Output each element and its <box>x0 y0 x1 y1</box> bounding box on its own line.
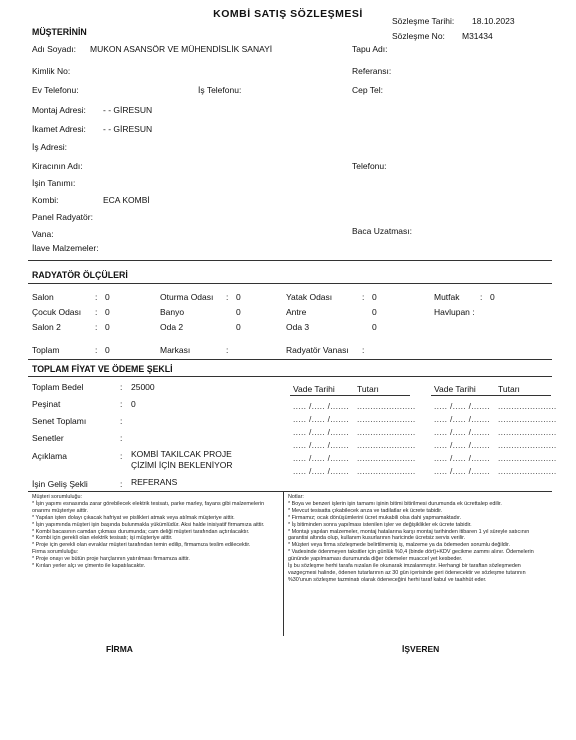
bonds-label: Senetler <box>32 433 64 443</box>
note-item: * Vadesinde ödenmeyen taksitler için günlük %0,4 (binde dört)+KDV gecikme zammı alınır. Ödemelerin gününde yapılmaması durumunda diğer ödemeler muaccel yet kesbeder. <box>288 549 534 563</box>
radiator-label: Banyo <box>160 307 185 317</box>
installment-amount-placeholder: ...................... <box>498 440 557 450</box>
installment-header-rule <box>431 395 551 396</box>
radiator-label: Oturma Odası <box>160 292 214 302</box>
installment-date-placeholder: ..... /..... /....... <box>293 414 349 424</box>
installment-date-placeholder: ..... /..... /....... <box>293 401 349 411</box>
company-signature-label: FİRMA <box>106 644 133 654</box>
work-address-label: İş Adresi: <box>32 142 67 152</box>
due-date-header: Vade Tarihi <box>293 384 335 394</box>
amount-header: Tutarı <box>498 384 520 394</box>
radiator-total-value: 0 <box>105 345 110 355</box>
note-item: * Müşteri veya firma sözleşmede belirtilmemiş iş, malzeme ya da ödemeden sorumlu değildir. <box>288 542 511 549</box>
panel-radiator-label: Panel Radyatör: <box>32 212 93 222</box>
installment-header-rule <box>290 395 410 396</box>
note-item: * Proje için gerekli olan evraklar müşteri tarafından temin edilip, firmamıza teslim edilecektir. <box>32 542 251 549</box>
installment-amount-placeholder: ...................... <box>498 401 557 411</box>
radiator-value: 0 <box>236 307 241 317</box>
radiator-value: 0 <box>490 292 495 302</box>
installment-date-placeholder: ..... /..... /....... <box>434 453 490 463</box>
residence-address-value: - - GİRESUN <box>103 124 153 134</box>
down-payment-label: Peşinat <box>32 399 61 409</box>
installment-date-placeholder: ..... /..... /....... <box>434 427 490 437</box>
extra-materials-label: İlave Malzemeler: <box>32 243 99 253</box>
note-item: * İş bitiminden sonra yapılması istenilen işler ve değişiklikler ek ücrete tabidir. <box>288 521 472 528</box>
radiator-value: 0 <box>105 307 110 317</box>
installment-amount-placeholder: ...................... <box>498 453 557 463</box>
radiator-value: 0 <box>372 322 377 332</box>
note-item: * İşin yapımında müşteri işin başında bulunmakla yükümlüdür. Aksi halde inisiyatif firmamıza aittir. <box>32 521 265 528</box>
radiator-label: Oda 3 <box>286 322 310 332</box>
tenant-name-label: Kiracının Adı: <box>32 161 83 171</box>
kimlik-label: Kimlik No: <box>32 66 71 76</box>
installment-amount-placeholder: ...................... <box>357 401 416 411</box>
radiator-valve-label: Radyatör Vanası <box>286 345 349 355</box>
note-item: * Boya ve benzeri işlerin işin tamamı işinin bitimi bitirilmesi durumunda ek ücrettalep edilir. <box>288 500 502 507</box>
job-origin-value: REFERANS <box>131 477 178 487</box>
divider <box>28 260 552 261</box>
radiator-total-label: Toplam <box>32 345 60 355</box>
customer-responsibility-notes <box>32 494 277 570</box>
radiator-heading: RADYATÖR ÖLÇÜLERİ <box>32 270 128 280</box>
installment-date-placeholder: ..... /..... /....... <box>293 466 349 476</box>
note-item: * Montajı yapılan malzemeler, montaj hatalarına karşı montaj tarihinden itibaren 1 yıl süreyle satıcının garantisi altında olup, kullanım kusurlarının haricinde ücretsiz servis verilir. <box>288 528 530 542</box>
installment-date-placeholder: ..... /..... /....... <box>434 440 490 450</box>
customer-heading: MÜŞTERİNİN <box>32 27 87 37</box>
tenant-phone-label: Telefonu: <box>352 161 387 171</box>
chimney-label: Baca Uzatması: <box>352 226 412 236</box>
installment-amount-placeholder: ...................... <box>357 466 416 476</box>
job-definition-label: İşin Tanımı: <box>32 178 76 188</box>
radiator-value: 0 <box>236 292 241 302</box>
radiator-brand-label: Markası <box>160 345 191 355</box>
home-phone-label: Ev Telefonu: <box>32 85 79 95</box>
install-address-label: Montaj Adresi: <box>32 105 86 115</box>
note-item: Firma sorumluluğu: <box>32 549 79 556</box>
install-address-value: - - GİRESUN <box>103 105 153 115</box>
note-item: * Yapılan işten dolayı çıkacak hafriyat ve pislikleri atmak veya atılmak müşteriye aittir. <box>32 514 235 521</box>
installment-amount-placeholder: ...................... <box>357 414 416 424</box>
tapu-label: Tapu Adı: <box>352 44 388 54</box>
bond-total-label: Senet Toplamı <box>32 416 87 426</box>
notes-heading: Notlar: <box>288 494 304 500</box>
contract-no-value: M31434 <box>462 31 493 41</box>
total-price-value: 25000 <box>131 382 155 392</box>
radiator-value: 0 <box>372 292 377 302</box>
radiator-value: 0 <box>372 307 377 317</box>
radiator-label: Antre <box>286 307 307 317</box>
divider <box>28 376 552 377</box>
referans-label: Referansı: <box>352 66 392 76</box>
note-item: * Firmamız; ocak dönüşümlerini ücret mukabili olsa dahi yapmamaktadır. <box>288 514 462 521</box>
radiator-label: Yatak Odası <box>286 292 333 302</box>
divider <box>28 491 552 492</box>
employer-signature-label: İŞVEREN <box>402 644 440 654</box>
due-date-header: Vade Tarihi <box>434 384 476 394</box>
boiler-label: Kombi: <box>32 195 59 205</box>
contract-date-label: Sözleşme Tarihi: <box>392 16 455 26</box>
installment-amount-placeholder: ...................... <box>498 414 557 424</box>
notes-divider <box>283 491 284 636</box>
residence-address-label: İkamet Adresi: <box>32 124 86 134</box>
radiator-label: Çocuk Odası <box>32 307 82 317</box>
note-item: * İşin yapımı esnasında zarar görebilecek elektrik tesisatı, parke marley, fayans gibi malzemelerin onarımı müşteriye aittir. <box>32 500 265 514</box>
general-notes <box>288 494 550 584</box>
installment-amount-placeholder: ...................... <box>357 453 416 463</box>
installment-date-placeholder: ..... /..... /....... <box>434 414 490 424</box>
name-value: MUKON ASANSÖR VE MÜHENDİSLİK SANAYİ <box>90 44 273 54</box>
installment-date-placeholder: ..... /..... /....... <box>293 453 349 463</box>
mobile-phone-label: Cep Tel: <box>352 85 384 95</box>
notes-heading: Müşteri sorumluluğu: <box>32 494 83 500</box>
description-label: Açıklama <box>32 451 67 461</box>
job-origin-label: İşin Geliş Şekli <box>32 479 88 489</box>
note-item: * Kombi için gerekli olan elektrik tesisatı; işi müşteriye aittir. <box>32 535 173 542</box>
radiator-label: Havlupan : <box>434 307 475 317</box>
installment-date-placeholder: ..... /..... /....... <box>434 466 490 476</box>
note-item: * Kırılan yerler alçı ve çimento ile kapatılacaktır. <box>32 563 146 570</box>
radiator-value: 0 <box>236 322 241 332</box>
contract-no-label: Sözleşme No: <box>392 31 445 41</box>
divider <box>28 359 552 360</box>
description-line-1: KOMBİ TAKILCAK PROJE <box>131 449 232 459</box>
installment-amount-placeholder: ...................... <box>498 427 557 437</box>
radiator-label: Salon <box>32 292 54 302</box>
radiator-label: Salon 2 <box>32 322 61 332</box>
installment-date-placeholder: ..... /..... /....... <box>434 401 490 411</box>
radiator-label: Oda 2 <box>160 322 184 332</box>
radiator-value: 0 <box>105 292 110 302</box>
name-label: Adı Soyadı: <box>32 44 76 54</box>
down-payment-value: 0 <box>131 399 136 409</box>
installment-date-placeholder: ..... /..... /....... <box>293 427 349 437</box>
document-title: KOMBİ SATIŞ SÖZLEŞMESİ <box>213 8 363 20</box>
boiler-value: ECA KOMBİ <box>103 195 150 205</box>
installment-amount-placeholder: ...................... <box>357 427 416 437</box>
note-item: * Kombi bacasının camdan çıkması durumunda; cam deliği müşteri tarafından açtırılacaktır. <box>32 528 250 535</box>
installment-amount-placeholder: ...................... <box>498 466 557 476</box>
divider <box>28 283 552 284</box>
installment-date-placeholder: ..... /..... /....... <box>293 440 349 450</box>
contract-date-value: 18.10.2023 <box>472 16 515 26</box>
amount-header: Tutarı <box>357 384 379 394</box>
radiator-value: 0 <box>105 322 110 332</box>
valve-label: Vana: <box>32 229 54 239</box>
note-item: İş bu sözleşme herhi tarafa nızalan ile okunarak imzalanmıştır. Herhangi bir taraftan sözleşmeden vazgeçmesi halinde, ödenen tutarlarının az 30 gün içerisinde geri ödenecektir ve sözleşme tutarının %30'unun sözleşme tazminatı olarak ödeneceğini herhi taraf kabul ve taahhüt eder. <box>288 563 526 583</box>
work-phone-label: İş Telefonu: <box>198 85 242 95</box>
note-item: * Mevcut tesisatta çıkabilecek arıza ve tadilatlar ek ücrete tabidir. <box>288 507 443 514</box>
radiator-label: Mutfak <box>434 292 460 302</box>
note-item: * Proje onayı ve bütün proje harçlarının yatırılması firmamıza aittir. <box>32 556 190 563</box>
installment-amount-placeholder: ...................... <box>357 440 416 450</box>
description-line-2: ÇİZİMİ İÇİN BEKLENİYOR <box>131 460 233 470</box>
payment-heading: TOPLAM FİYAT VE ÖDEME ŞEKLİ <box>32 364 173 374</box>
total-price-label: Toplam Bedel <box>32 382 84 392</box>
